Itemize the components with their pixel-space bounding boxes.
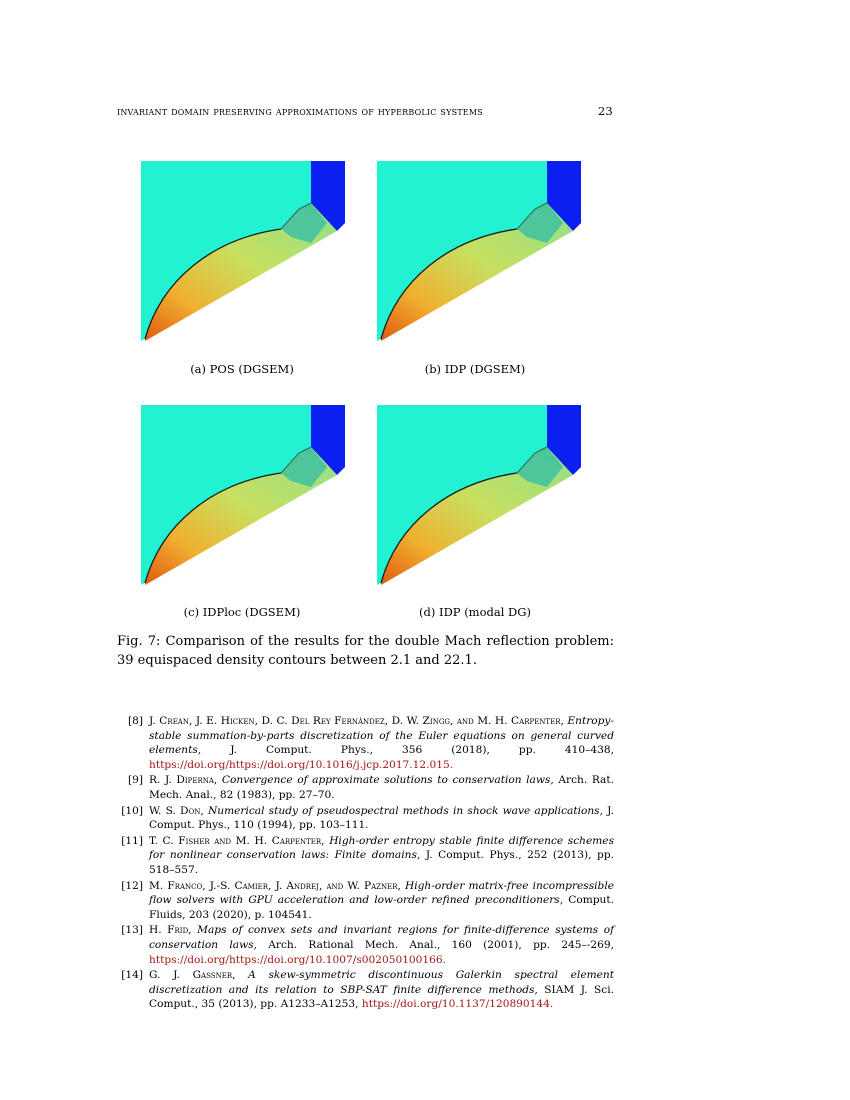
reference-doi-link[interactable]: https://doi.org/10.1137/120890144. <box>361 998 554 1011</box>
reference-title: Convergence of approximate solutions to conservation laws, <box>221 774 554 787</box>
reference-details: J. Comput. Phys., 252 (2013), pp. 518–557. <box>149 849 614 876</box>
reference-item <box>110 879 614 923</box>
figure-panel-d <box>377 405 581 585</box>
reference-title: Maps of convex sets and invariant regions for finite-difference systems of conservation laws, <box>149 924 614 951</box>
reference-details: Arch. Rational Mech. Anal., 160 (2001), pp. 245–-269, <box>268 938 615 951</box>
reference-item <box>110 968 614 1012</box>
figure-panel-c <box>141 405 345 585</box>
reference-item <box>110 804 614 833</box>
reference-number: [8] <box>127 715 143 727</box>
running-head <box>117 104 613 118</box>
reference-title: High-order matrix-free incompressible flow solvers with GPU acceleration and low-order refined preconditioners, <box>149 879 614 907</box>
reference-item <box>110 714 614 772</box>
reference-item <box>110 923 614 967</box>
reference-authors: J. Crean, J. E. Hicken, D. C. Del Rey Fernández, D. W. Zingg, and M. H. Carpenter, <box>149 715 564 727</box>
panel-caption-d: (d) IDP (modal DG) <box>419 605 531 619</box>
density-contour-plot <box>377 405 581 585</box>
density-contour-plot <box>377 161 581 341</box>
density-contour-plot <box>141 405 345 585</box>
reference-details: SIAM J. Sci. Comput., 35 (2013), pp. A1233–A1253, <box>149 983 614 1011</box>
figure-panel-b <box>377 161 581 341</box>
reference-authors: G. J. Gassner, <box>149 969 236 982</box>
reference-item <box>110 834 614 878</box>
reference-number: [9] <box>127 774 143 787</box>
reference-authors: W. S. Don, <box>149 804 204 817</box>
page-number: 23 <box>597 104 613 118</box>
panel-caption-a: (a) POS (DGSEM) <box>190 362 294 376</box>
density-contour-plot <box>141 161 345 341</box>
reference-authors: R. J. Diperna, <box>149 774 218 787</box>
reference-details: Comput. Fluids, 203 (2020), p. 104541. <box>149 894 614 921</box>
reference-number: [12] <box>121 879 143 892</box>
figure-caption: Fig. 7: Comparison of the results for the double Mach reflection problem: 39 equispaced density contours between 2.1 and 22.1. <box>117 634 614 668</box>
running-head-title: invariant domain preserving approximations of hyperbolic systems <box>117 104 483 118</box>
reference-title: A skew-symmetric discontinuous Galerkin spectral element discretization and its relation to SBP-SAT finite difference methods, <box>149 969 614 996</box>
reference-doi-link[interactable]: https://doi.org/https://doi.org/10.1016/j.jcp.2017.12.015. <box>149 758 454 771</box>
reference-authors: H. Frid, <box>149 924 192 937</box>
reference-number: [14] <box>121 969 143 982</box>
reference-title: Entropy-stable summation-by-parts discretization of the Euler equations on general curved elements, <box>149 715 614 757</box>
reference-details: Arch. Rat. Mech. Anal., 82 (1983), pp. 27–70. <box>149 774 614 801</box>
reference-details: J. Comput. Phys., 356 (2018), pp. 410–438, <box>230 744 614 757</box>
reference-title: Numerical study of pseudospectral methods in shock wave applications, <box>207 804 603 817</box>
reference-details: J. Comput. Phys., 110 (1994), pp. 103–111. <box>149 804 614 832</box>
reference-doi-link[interactable]: https://doi.org/https://doi.org/10.1007/s002050100166. <box>149 953 447 966</box>
reference-title: High-order entropy stable finite difference schemes for nonlinear conservation laws: Finite domains, <box>149 834 615 862</box>
panel-caption-c: (c) IDPloc (DGSEM) <box>183 605 301 619</box>
figure-panel-a <box>141 161 345 341</box>
reference-list <box>110 714 614 1013</box>
reference-authors: M. Franco, J.-S. Camier, J. Andrej, and W. Pazner, <box>149 879 401 892</box>
panel-caption-b: (b) IDP (DGSEM) <box>424 362 526 376</box>
reference-number: [11] <box>121 834 143 847</box>
reference-item <box>110 773 614 802</box>
reference-number: [10] <box>121 804 143 817</box>
reference-authors: T. C. Fisher and M. H. Carpenter, <box>149 834 325 847</box>
reference-number: [13] <box>121 924 143 937</box>
